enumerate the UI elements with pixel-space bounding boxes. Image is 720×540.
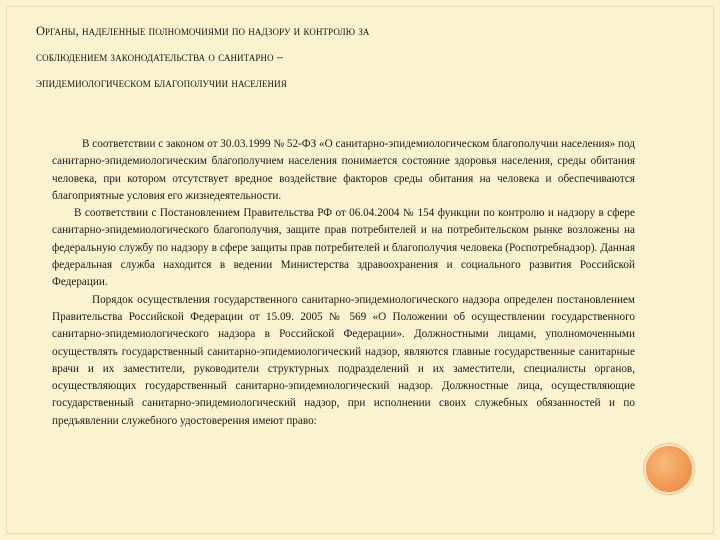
- paragraph-supervision-procedure: Порядок осуществления государственного санитарно-эпидемиологического надзора определен постановлением Правительства Российской Федерации от 15.09. 2005 № 569 «О Положении об осуществлении государственного санитарно-эпидемиологического надзора в Российской Федерации». Должностными лицами, уполномоченными осуществлять государственный санитарно-эпидемиологический надзор, являются главные государственные санитарные врачи и их заместители, руководители структурных подразделений и их заместители, специалисты органов, осуществляющих государственный санитарно-эпидемиологический надзор. Должностные лица, осуществляющие государственный санитарно-эпидемиологический надзор, при исполнении своих служебных обязанностей и по предъявлении служебного удостоверения имеют право:: [52, 293, 635, 427]
- slide-body: [52, 136, 635, 430]
- title-line-1: Органы, наделенные полномочиями по надзору и контролю за: [36, 24, 370, 38]
- paragraph-rospotrebnadzor: В соответствии с Постановлением Правительства РФ от 06.04.2004 № 154 функции по контролю и надзору в сфере санитарно-эпидемиологического благополучия, защите прав потребителей и на потребительском рынке возложены на федеральную службу по надзору в сфере защиты прав потребителей и благополучия человека (Роспотребнадзор). Данная федеральная служба находится в ведении Министерства здравоохранения и социального развития Российской Федерации.: [52, 207, 635, 289]
- decorative-circle-icon: [644, 444, 694, 494]
- paragraph-sanitary-law: В соответствии с законом от 30.03.1999 № 52-ФЗ «О санитарно-эпидемиологическом благополучии населения» под санитарно-эпидемиологическим благополучием населения понимается состояние здоровья населения, среды обитания человека, при котором отсутствует вредное воздействие факторов среды обитания на человека и обеспечиваются благоприятные условия его жизнедеятельности.: [52, 138, 635, 202]
- title-line-3: эпидемиологическом благополучии населения: [36, 76, 287, 90]
- title-line-2: соблюдением законодательства о санитарно –: [36, 50, 284, 64]
- slide-title: [36, 18, 676, 96]
